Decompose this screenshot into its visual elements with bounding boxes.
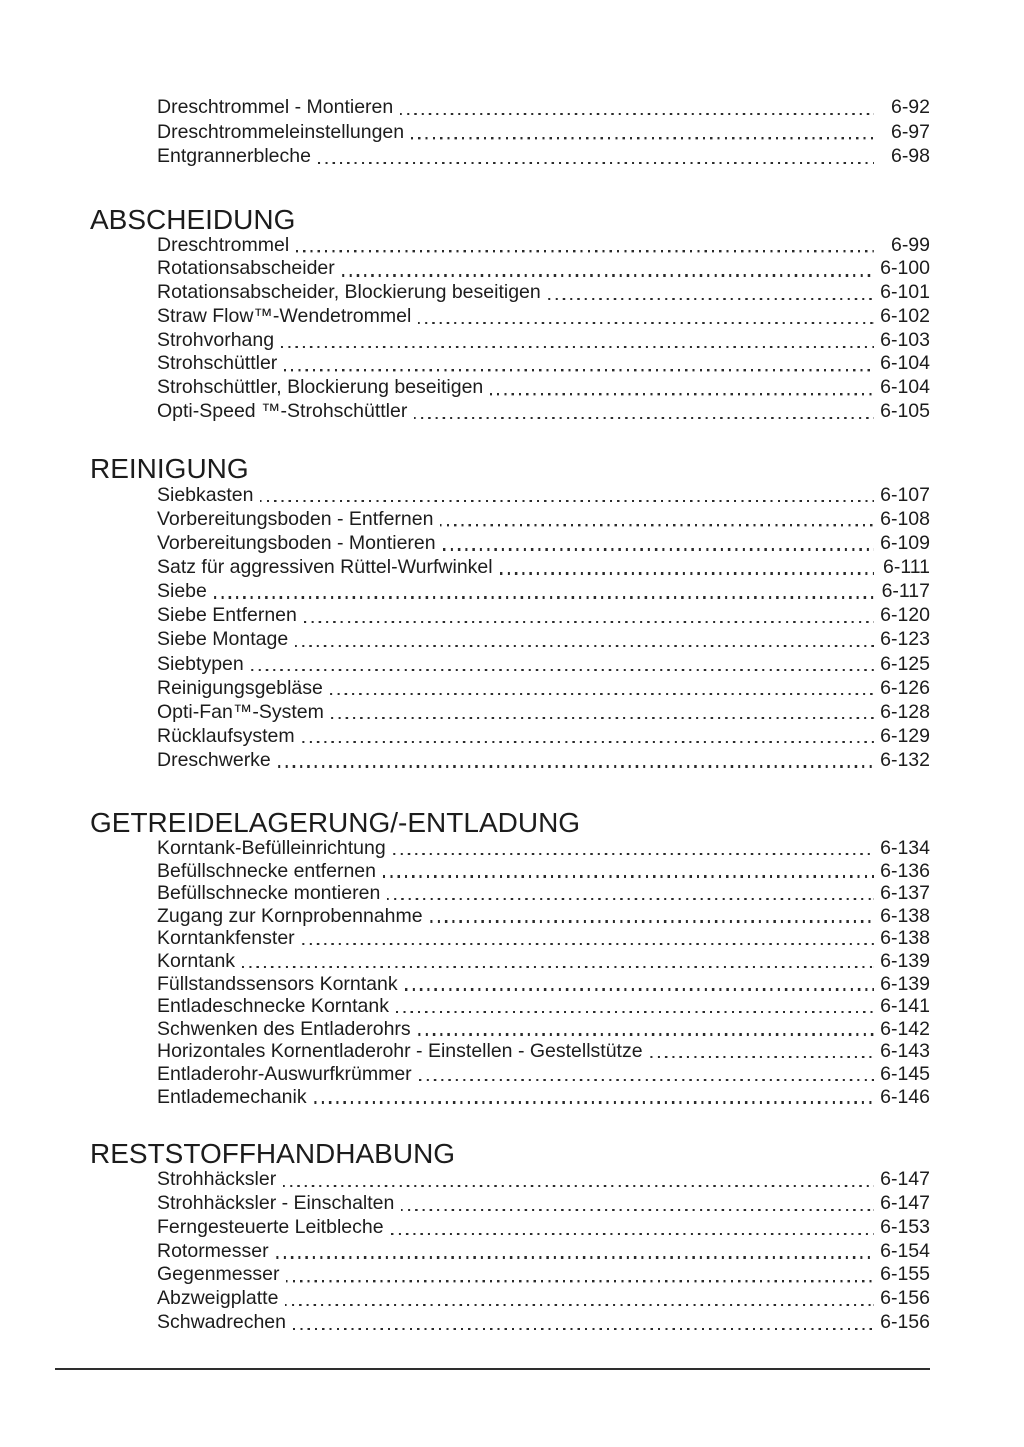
toc-entry-page-number: 6-139 xyxy=(880,972,930,995)
dot-leader xyxy=(278,765,874,767)
toc-entry-page-number: 6-104 xyxy=(880,352,930,375)
dot-leader xyxy=(281,346,874,348)
dot-leader xyxy=(286,1280,874,1282)
dot-leader xyxy=(650,1056,874,1058)
toc-entry xyxy=(157,1192,930,1216)
toc-entry-label: Horizontales Kornentladerohr - Einstellen - Gestellstütze xyxy=(157,1040,643,1063)
toc-entry-page-number: 6-143 xyxy=(880,1040,930,1063)
toc-entry-page-number: 6-103 xyxy=(880,328,930,351)
toc-entry-page-number: 6-120 xyxy=(880,604,930,627)
toc-entry-page-number: 6-145 xyxy=(880,1062,930,1085)
table-of-contents xyxy=(90,95,930,1370)
dot-leader xyxy=(302,943,874,945)
toc-entry-label: Vorbereitungsboden - Entfernen xyxy=(157,507,434,530)
toc-entry xyxy=(157,281,930,305)
toc-entry-label: Vorbereitungsboden - Montieren xyxy=(157,532,436,555)
toc-entry-label: Abzweigplatte xyxy=(157,1287,279,1310)
toc-entry-page-number: 6-138 xyxy=(880,927,930,950)
footer-divider-line xyxy=(55,1368,930,1370)
toc-entry-label: Reinigungsgebläse xyxy=(157,676,323,699)
toc-entry-page-number: 6-137 xyxy=(880,882,930,905)
toc-entry-label: Strohschüttler xyxy=(157,352,278,375)
toc-entry xyxy=(157,1018,930,1041)
toc-entry-label: Entlademechanik xyxy=(157,1085,307,1108)
toc-entry-page-number: 6-138 xyxy=(880,904,930,927)
toc-entry xyxy=(157,748,930,772)
dot-leader xyxy=(276,1256,874,1258)
toc-entry-page-number: 6-147 xyxy=(880,1191,930,1214)
dot-leader xyxy=(405,988,874,990)
toc-section-reinigung xyxy=(90,452,930,772)
toc-entry xyxy=(157,676,930,700)
toc-entry xyxy=(157,1168,930,1192)
toc-entry-label: Befüllschnecke montieren xyxy=(157,882,381,905)
toc-entry xyxy=(157,144,930,169)
toc-entry-label: Rotationsabscheider xyxy=(157,257,335,280)
dot-leader xyxy=(401,1209,874,1211)
toc-entry-page-number: 6-154 xyxy=(880,1239,930,1262)
toc-entry xyxy=(157,1287,930,1311)
toc-entry-page-number: 6-105 xyxy=(880,400,930,423)
toc-rows-continued xyxy=(90,95,930,169)
toc-entry-label: Siebe Montage xyxy=(157,628,289,651)
toc-section-abscheidung xyxy=(90,203,930,424)
toc-entry-label: Strohschüttler, Blockierung beseitigen xyxy=(157,376,484,399)
toc-entry-page-number: 6-129 xyxy=(880,724,930,747)
toc-entry-label: Ferngesteuerte Leitbleche xyxy=(157,1215,384,1238)
toc-entry-page-number: 6-101 xyxy=(880,281,930,304)
section-heading: REINIGUNG xyxy=(90,452,249,484)
dot-leader xyxy=(260,500,874,502)
toc-entry xyxy=(157,860,930,883)
toc-entry-label: Dreschtrommel - Montieren xyxy=(157,96,394,118)
toc-section-getreidelagerung-entladung xyxy=(90,809,930,1108)
toc-entry xyxy=(157,120,930,145)
toc-entry-label: Befüllschnecke entfernen xyxy=(157,859,376,882)
toc-entry-label: Rücklaufsystem xyxy=(157,724,295,747)
toc-entry xyxy=(157,950,930,973)
toc-entry xyxy=(157,555,930,579)
toc-entry-label: Rotationsabscheider, Blockierung beseitigen xyxy=(157,281,541,304)
dot-leader xyxy=(304,621,874,623)
toc-entry xyxy=(157,257,930,281)
toc-entry-label: Korntankfenster xyxy=(157,927,295,950)
toc-entry-label: Korntank-Befülleinrichtung xyxy=(157,837,386,859)
dot-leader xyxy=(414,417,874,419)
dot-leader xyxy=(383,875,874,877)
toc-entry-page-number: 6-156 xyxy=(880,1310,930,1333)
dot-leader xyxy=(430,920,874,922)
dot-leader xyxy=(391,1233,874,1235)
toc-entry-label: Füllstandssensors Korntank xyxy=(157,972,398,995)
toc-entry-label: Entladerohr-Auswurfkrümmer xyxy=(157,1062,412,1085)
dot-leader xyxy=(330,693,874,695)
toc-entry-page-number: 6-153 xyxy=(880,1215,930,1238)
toc-entry-label: Gegenmesser xyxy=(157,1263,280,1286)
dot-leader xyxy=(548,298,874,300)
toc-entry-label: Strohhäcksler - Einschalten xyxy=(157,1191,395,1214)
toc-entry-page-number: 6-117 xyxy=(881,580,930,603)
toc-entry-page-number: 6-146 xyxy=(880,1085,930,1108)
dot-leader xyxy=(393,853,874,855)
toc-entry xyxy=(157,882,930,905)
toc-entry-page-number: 6-97 xyxy=(890,120,930,143)
toc-entry-label: Korntank xyxy=(157,949,236,972)
toc-entry xyxy=(157,400,930,424)
toc-entry-label: Dreschtrommel xyxy=(157,233,290,256)
toc-entry-page-number: 6-100 xyxy=(880,257,930,280)
toc-entry-page-number: 6-141 xyxy=(880,995,930,1018)
toc-entry xyxy=(157,1216,930,1240)
toc-entry-label: Siebkasten xyxy=(157,483,254,506)
section-heading: RESTSTOFFHANDHABUNG xyxy=(90,1138,456,1170)
toc-entry xyxy=(157,1311,930,1335)
toc-entry-page-number: 6-104 xyxy=(880,376,930,399)
toc-entry xyxy=(157,724,930,748)
toc-entry-page-number: 6-99 xyxy=(890,233,930,256)
toc-section-reststoffhandhabung xyxy=(90,1140,930,1335)
toc-entry-page-number: 6-132 xyxy=(880,748,930,771)
toc-entry xyxy=(157,507,930,531)
toc-entry xyxy=(157,352,930,376)
toc-entry xyxy=(157,652,930,676)
dot-leader xyxy=(490,393,874,395)
toc-entry-page-number: 6-92 xyxy=(890,96,930,118)
toc-entry-label: Strohvorhang xyxy=(157,328,275,351)
toc-entry-label: Strohhäcksler xyxy=(157,1168,277,1191)
dot-leader xyxy=(314,1101,874,1103)
section-heading: ABSCHEIDUNG xyxy=(90,203,296,235)
toc-entry-page-number: 6-139 xyxy=(880,949,930,972)
toc-entry-label: Opti-Fan™-System xyxy=(157,700,324,723)
dot-leader xyxy=(284,369,874,371)
toc-entry xyxy=(157,531,930,555)
toc-entry-label: Zugang zur Kornprobennahme xyxy=(157,904,423,927)
toc-entry-page-number: 6-147 xyxy=(880,1168,930,1191)
dot-leader xyxy=(440,524,874,526)
toc-rows xyxy=(90,837,930,1108)
toc-entry xyxy=(157,603,930,627)
toc-sections xyxy=(90,203,930,1335)
toc-entry xyxy=(157,579,930,603)
toc-entry xyxy=(157,973,930,996)
dot-leader xyxy=(418,1033,874,1035)
toc-entry xyxy=(157,376,930,400)
dot-leader xyxy=(302,741,874,743)
toc-entry xyxy=(157,1263,930,1287)
toc-entry-label: Opti-Speed ™-Strohschüttler xyxy=(157,400,408,423)
toc-entry xyxy=(157,927,930,950)
toc-entry-page-number: 6-125 xyxy=(880,652,930,675)
toc-entry-page-number: 6-128 xyxy=(880,700,930,723)
dot-leader xyxy=(242,966,874,968)
toc-entry xyxy=(157,700,930,724)
dot-leader xyxy=(418,322,874,324)
toc-rows xyxy=(90,234,930,424)
toc-entry-label: Siebe Entfernen xyxy=(157,604,297,627)
toc-entry-page-number: 6-102 xyxy=(880,304,930,327)
toc-entry xyxy=(157,1240,930,1264)
section-heading: GETREIDELAGERUNG/-ENTLADUNG xyxy=(90,807,581,838)
dot-leader xyxy=(396,1011,874,1013)
dot-leader xyxy=(283,1185,874,1187)
dot-leader xyxy=(387,898,874,900)
dot-leader xyxy=(400,113,874,115)
toc-entry-label: Schwenken des Entladerohrs xyxy=(157,1017,411,1040)
dot-leader xyxy=(419,1079,874,1081)
toc-entry xyxy=(157,905,930,928)
dot-leader xyxy=(293,1328,874,1330)
dot-leader xyxy=(214,596,874,598)
toc-entry-label: Entgrannerbleche xyxy=(157,145,311,167)
toc-entry-page-number: 6-98 xyxy=(890,145,930,167)
toc-entry xyxy=(157,483,930,507)
toc-entry xyxy=(157,234,930,258)
toc-entry xyxy=(157,95,930,120)
dot-leader xyxy=(285,1304,874,1306)
toc-entry-label: Satz für aggressiven Rüttel-Wurfwinkel xyxy=(157,556,493,579)
toc-entry xyxy=(157,627,930,651)
toc-entry-label: Entladeschnecke Korntank xyxy=(157,995,389,1018)
dot-leader xyxy=(295,645,874,647)
toc-entry xyxy=(157,995,930,1018)
toc-entry xyxy=(157,1086,930,1109)
dot-leader xyxy=(443,548,874,550)
toc-entry-page-number: 6-107 xyxy=(880,483,930,506)
dot-leader xyxy=(342,274,874,276)
toc-entry-page-number: 6-126 xyxy=(880,676,930,699)
toc-entry xyxy=(157,837,930,860)
toc-entry xyxy=(157,329,930,353)
toc-rows xyxy=(90,483,930,772)
toc-entry-page-number: 6-136 xyxy=(880,859,930,882)
toc-entry-label: Siebtypen xyxy=(157,652,244,675)
toc-entry-label: Rotormesser xyxy=(157,1239,269,1262)
dot-leader xyxy=(318,162,874,164)
toc-entry-page-number: 6-155 xyxy=(880,1263,930,1286)
dot-leader xyxy=(331,717,874,719)
toc-entry-label: Schwadrechen xyxy=(157,1310,286,1333)
dot-leader xyxy=(296,250,874,252)
toc-entry-page-number: 6-142 xyxy=(880,1017,930,1040)
toc-entry-page-number: 6-109 xyxy=(880,532,930,555)
toc-entry-page-number: 6-111 xyxy=(883,556,930,579)
toc-entry-page-number: 6-156 xyxy=(880,1287,930,1310)
toc-entry-page-number: 6-134 xyxy=(880,837,930,859)
toc-rows xyxy=(90,1168,930,1335)
toc-entry xyxy=(157,305,930,329)
toc-entry xyxy=(157,1063,930,1086)
toc-entry-label: Dreschwerke xyxy=(157,748,271,771)
toc-entry-page-number: 6-123 xyxy=(880,628,930,651)
toc-section-continued xyxy=(90,95,930,169)
dot-leader xyxy=(251,669,874,671)
toc-entry-page-number: 6-108 xyxy=(880,507,930,530)
toc-entry xyxy=(157,1040,930,1063)
toc-entry-label: Straw Flow™-Wendetrommel xyxy=(157,304,412,327)
dot-leader xyxy=(500,572,874,574)
dot-leader xyxy=(411,137,874,139)
toc-entry-label: Siebe xyxy=(157,580,207,603)
toc-entry-label: Dreschtrommeleinstellungen xyxy=(157,120,405,143)
